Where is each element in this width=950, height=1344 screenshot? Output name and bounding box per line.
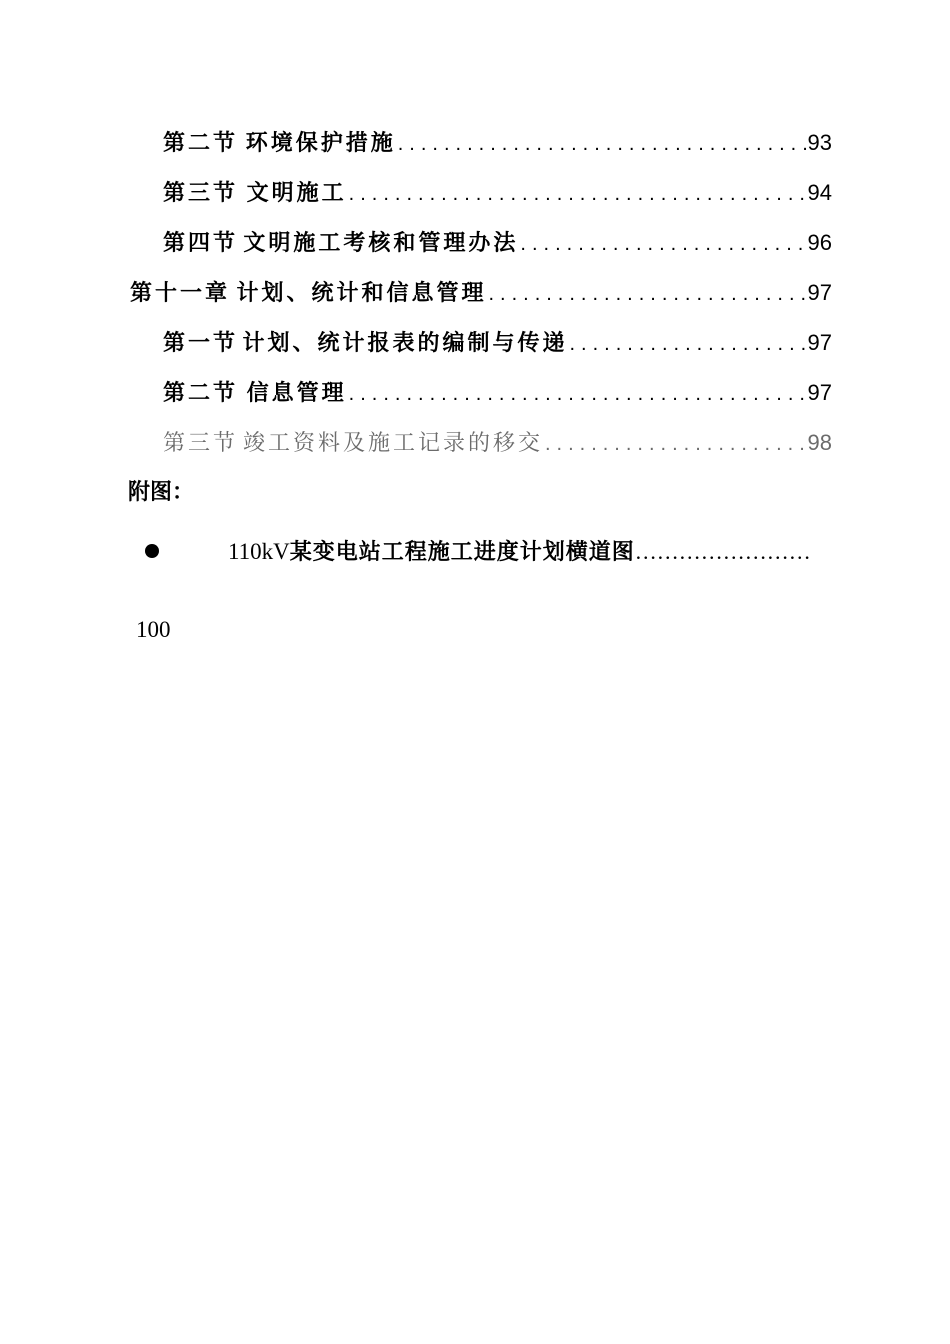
dot-leader: …………………… <box>634 539 811 564</box>
toc-entry[interactable] <box>163 377 832 409</box>
toc-entry-page: 96 <box>807 230 832 255</box>
toc-entry-number: 第十一章 <box>130 280 231 306</box>
toc-entry-title: 竣工资料及施工记录的移交 <box>242 431 543 456</box>
appendix-item[interactable] <box>228 536 811 569</box>
toc-entry-title: 文明施工 <box>246 180 347 206</box>
appendix-item-title: 某变电站工程施工进度计划横道图 <box>289 539 635 565</box>
toc-entry-title: 文明施工考核和管理办法 <box>243 230 519 256</box>
toc-entry-title: 环境保护措施 <box>245 130 396 156</box>
dot-leader <box>545 428 806 460</box>
toc-entry-number: 第四节 <box>163 230 239 256</box>
toc-entry[interactable] <box>163 427 832 459</box>
toc-entry-title: 计划、统计和信息管理 <box>236 280 487 306</box>
toc-entry[interactable] <box>163 127 832 159</box>
toc-entry-page: 93 <box>807 130 832 155</box>
toc-entry-number: 第三节 <box>163 180 239 206</box>
dot-leader <box>570 328 806 360</box>
dot-leader <box>488 278 805 310</box>
toc-entry-page: 94 <box>807 180 832 205</box>
dot-leader <box>349 378 806 410</box>
toc-entry-number: 第二节 <box>163 130 239 156</box>
toc-entry-page: 98 <box>807 430 832 455</box>
toc-entry-number: 第三节 <box>163 431 239 456</box>
dot-leader <box>398 128 806 160</box>
toc-entry-number: 第一节 <box>163 330 239 356</box>
dot-leader <box>520 228 805 260</box>
toc-entry-page: 97 <box>807 330 832 355</box>
bullet-icon <box>145 544 159 558</box>
toc-entry[interactable] <box>163 177 832 209</box>
toc-entry-page: 97 <box>807 280 832 305</box>
toc-entry-title: 计划、统计报表的编制与传递 <box>242 330 568 356</box>
toc-entry-title: 信息管理 <box>246 380 347 406</box>
toc-entry[interactable] <box>163 327 832 359</box>
toc-entry-page: 97 <box>807 380 832 405</box>
appendix-heading: 附图： <box>128 479 195 505</box>
toc-entry[interactable] <box>163 227 832 259</box>
dot-leader <box>349 178 806 210</box>
appendix-item-page: 100 <box>136 617 171 642</box>
toc-chapter-entry[interactable] <box>130 277 832 309</box>
appendix-item-voltage: 110kV <box>228 539 290 564</box>
toc-entry-number: 第二节 <box>163 380 239 406</box>
